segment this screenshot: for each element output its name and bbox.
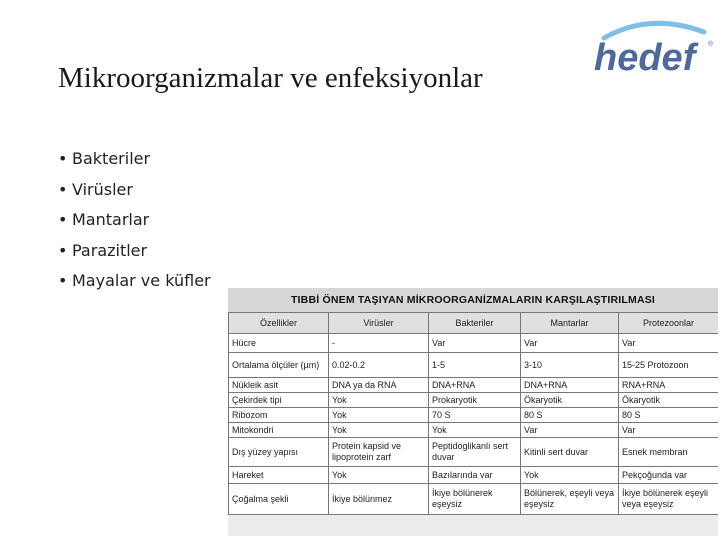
hedef-logo [590, 14, 718, 78]
column-header: Protezoonlar [619, 313, 719, 334]
table-cell: Var [429, 334, 521, 353]
bullet-dot-icon: • [58, 210, 68, 229]
bullet-text: Bakteriler [72, 149, 151, 168]
table-cell: 15-25 Protozoon [619, 353, 719, 378]
hedef-logo-graphic [590, 14, 718, 78]
table-cell: Yok [329, 408, 429, 423]
table-cell: Bölünerek, eşeyli veya eşeysiz [521, 484, 619, 515]
table-row [229, 484, 719, 515]
table-cell: İkiye bölünmez [329, 484, 429, 515]
table-cell: Kitinli sert duvar [521, 438, 619, 467]
bullet-dot-icon: • [58, 149, 68, 168]
bullet-text: Virüsler [72, 179, 133, 199]
table-cell: Pekçoğunda var [619, 467, 719, 484]
bullet-item [58, 268, 211, 299]
column-header: Mantarlar [521, 313, 619, 334]
table-cell: Yok [329, 393, 429, 408]
table-cell: Ökaryotik [521, 393, 619, 408]
table-cell: İkiye bölünerek eşeyli veya eşeysiz [619, 484, 719, 515]
bullet-text: Mayalar ve küfler [72, 271, 211, 290]
table-cell: Yok [429, 423, 521, 438]
bullet-list [58, 146, 211, 299]
table-cell: Çekirdek tipi [229, 393, 329, 408]
table-cell: Hücre [229, 334, 329, 353]
bullet-item [58, 238, 211, 269]
logo-registered-mark: ® [708, 41, 714, 48]
bullet-text: Mantarlar [72, 210, 150, 229]
table-cell: Ortalama ölçüler (µm) [229, 353, 329, 378]
bullet-item [58, 146, 211, 177]
table-cell: Esnek membran [619, 438, 719, 467]
table-cell: Ökaryotik [619, 393, 719, 408]
bullet-item [58, 177, 211, 208]
table-cell: Var [619, 423, 719, 438]
logo-text: hedef [594, 37, 696, 78]
table-cell: 70 S [429, 408, 521, 423]
bullet-dot-icon: • [58, 179, 68, 199]
column-header: Bakteriler [429, 313, 521, 334]
table-cell: Var [521, 423, 619, 438]
column-header: Özellikler [229, 313, 329, 334]
table-cell: Mitokondri [229, 423, 329, 438]
table-cell: DNA ya da RNA [329, 378, 429, 393]
table-cell: - [329, 334, 429, 353]
table-cell: DNA+RNA [429, 378, 521, 393]
table-cell: Protein kapsid ve lipoprotein zarf [329, 438, 429, 467]
table-cell: Yok [329, 467, 429, 484]
table-header-row [229, 313, 719, 334]
table-cell: DNA+RNA [521, 378, 619, 393]
table-cell: Var [521, 334, 619, 353]
table-row [229, 334, 719, 353]
table-cell: 80 S [521, 408, 619, 423]
table-cell: Peptidoglikanlı sert duvar [429, 438, 521, 467]
table-row [229, 378, 719, 393]
table-cell: Çoğalma şekli [229, 484, 329, 515]
comparison-table-image [228, 288, 718, 536]
table-cell: 80 S [619, 408, 719, 423]
table-cell: 0.02-0.2 [329, 353, 429, 378]
bullet-dot-icon: • [58, 271, 68, 290]
table-cell: 1-5 [429, 353, 521, 378]
column-header: Virüsler [329, 313, 429, 334]
table-cell: RNA+RNA [619, 378, 719, 393]
logo-arc [604, 23, 704, 38]
table-cell: Hareket [229, 467, 329, 484]
table-row [229, 408, 719, 423]
slide-title: Mikroorganizmalar ve enfeksiyonlar [58, 62, 483, 94]
bullet-item [58, 207, 211, 238]
table-cell: 3-10 [521, 353, 619, 378]
table-row [229, 438, 719, 467]
table-cell: Var [619, 334, 719, 353]
bullet-text: Parazitler [72, 240, 148, 260]
table-caption: TIBBİ ÖNEM TAŞIYAN MİKROORGANİZMALARIN KARŞILAŞTIRILMASI [228, 288, 718, 312]
table-cell: İkiye bölünerek eşeysiz [429, 484, 521, 515]
table-cell: Ribozom [229, 408, 329, 423]
bullet-dot-icon: • [58, 240, 68, 260]
comparison-table [228, 312, 718, 515]
table-cell: Yok [329, 423, 429, 438]
table-cell: Nükleik asit [229, 378, 329, 393]
table-row [229, 467, 719, 484]
table-row [229, 353, 719, 378]
table-cell: Yok [521, 467, 619, 484]
table-cell: Dış yüzey yapısı [229, 438, 329, 467]
table-row [229, 423, 719, 438]
table-cell: Prokaryotik [429, 393, 521, 408]
table-row [229, 393, 719, 408]
table-cell: Bazılarında var [429, 467, 521, 484]
